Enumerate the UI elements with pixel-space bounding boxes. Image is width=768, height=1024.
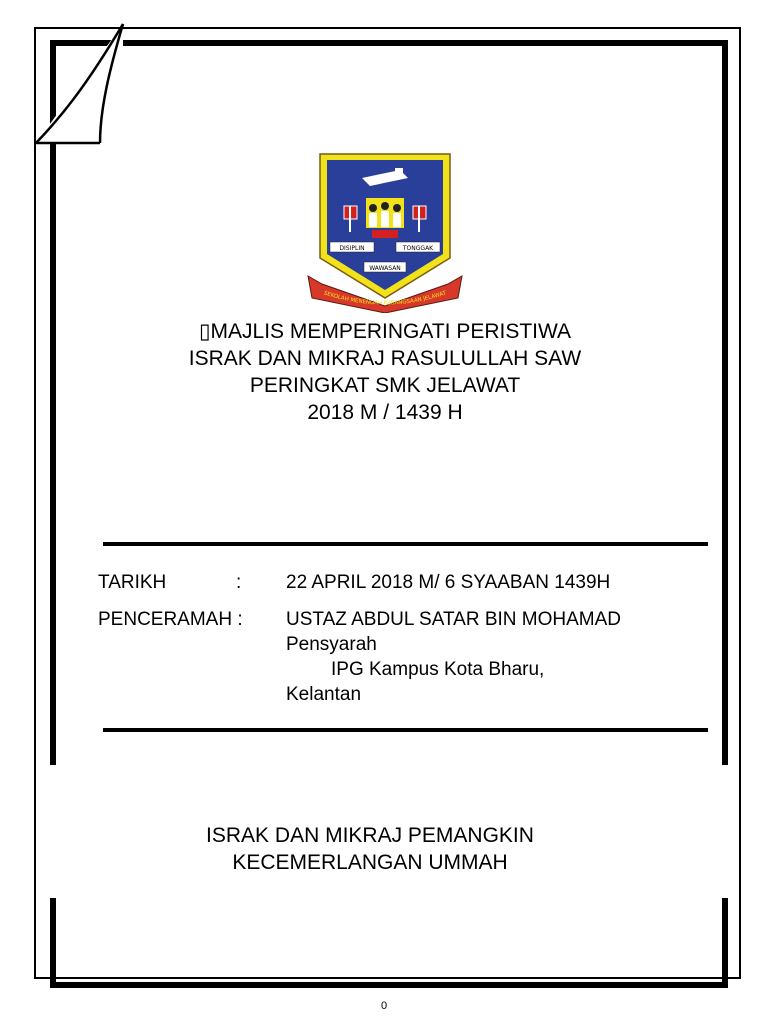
crest-banner-text: SEKOLAH MENENGAH KEBANGSAAN JELAWAT — [322, 290, 448, 307]
theme-line-2: KECEMERLANGAN UMMAH — [232, 851, 508, 874]
border-top — [50, 40, 728, 46]
title-line-1: ▯MAJLIS MEMPERINGATI PERISTIWA — [198, 320, 572, 343]
crest-text-left: DISIPLIN — [339, 245, 365, 252]
title-line-2: ISRAK DAN MIKRAJ RASULULLAH SAW — [188, 347, 582, 370]
date-label: TARIKH — [98, 572, 167, 593]
speaker-state: Kelantan — [286, 684, 362, 705]
title-line-4: 2018 M / 1439 H — [307, 401, 463, 424]
school-crest-logo — [300, 148, 470, 313]
event-title — [120, 318, 650, 426]
speaker-name: USTAZ ABDUL SATAR BIN MOHAMAD — [286, 609, 622, 630]
theme-text — [120, 822, 620, 876]
theme-line-1: ISRAK DAN MIKRAJ PEMANGKIN — [206, 824, 534, 847]
border-right-upper — [722, 40, 728, 765]
crest-text-center: WAWASAN — [369, 265, 401, 272]
divider-top — [103, 542, 708, 546]
speaker-org: IPG Kampus Kota Bharu, — [331, 659, 545, 680]
border-left-lower — [50, 898, 56, 988]
date-colon: : — [236, 572, 242, 593]
speaker-label: PENCERAMAH : — [98, 609, 243, 630]
page-curl-icon — [30, 18, 130, 153]
page-number: 0 — [380, 1000, 388, 1012]
speaker-title: Pensyarah — [286, 634, 377, 655]
border-right-lower — [722, 898, 728, 988]
divider-bottom — [103, 728, 708, 732]
crest-text-right: TONGGAK — [402, 245, 434, 252]
border-bottom — [50, 982, 728, 988]
title-line-3: PERINGKAT SMK JELAWAT — [249, 374, 521, 397]
date-value: 22 APRIL 2018 M/ 6 SYAABAN 1439H — [286, 572, 611, 593]
